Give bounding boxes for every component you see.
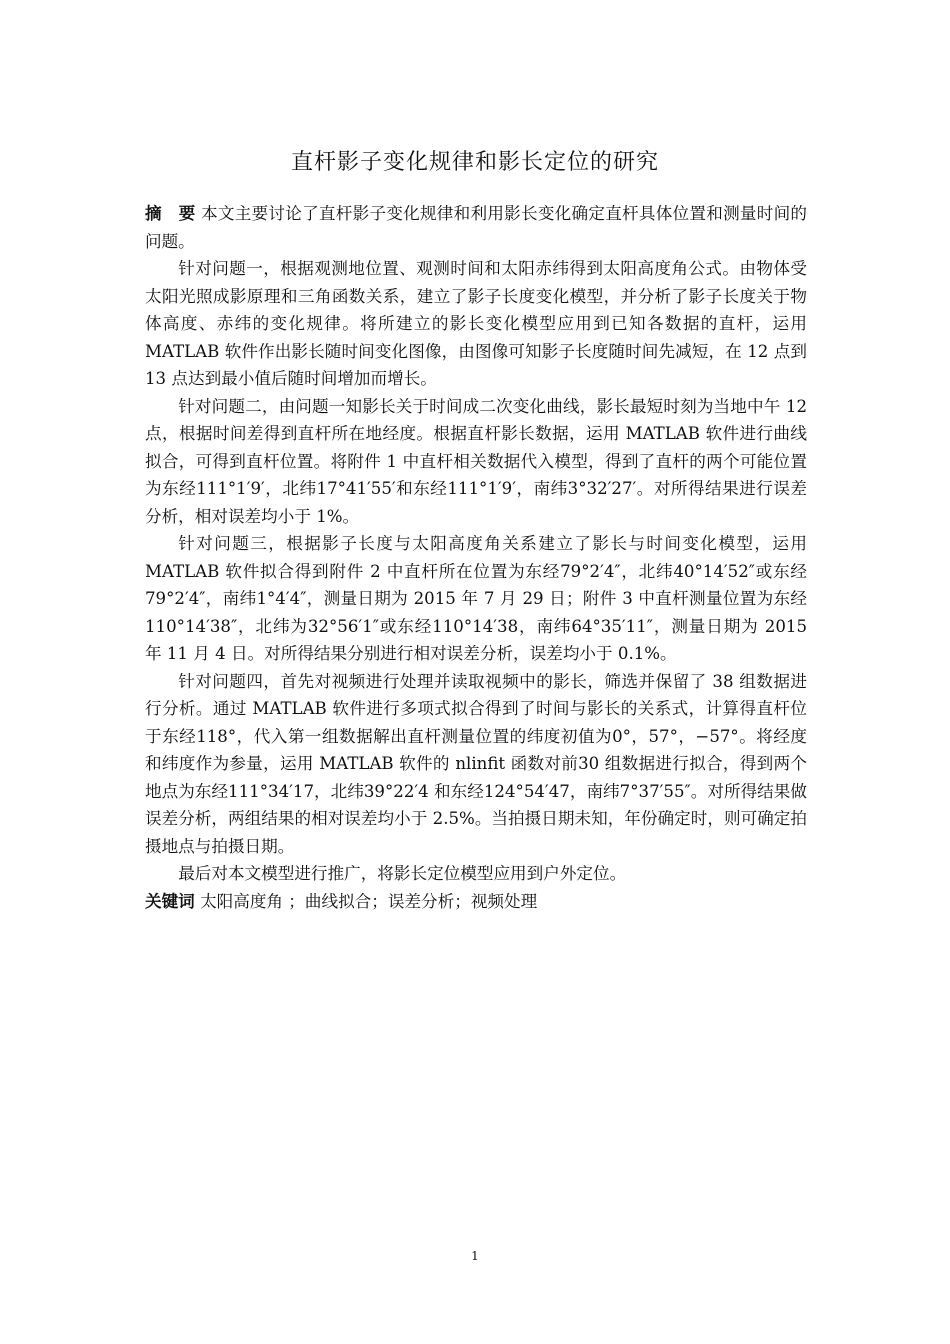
keywords-line — [145, 888, 807, 916]
abstract-section — [145, 200, 807, 915]
abstract-paragraph-q4: 针对问题四，首先对视频进行处理并读取视频中的影长，筛选并保留了 38 组数据进行分析。通过 MATLAB 软件进行多项式拟合得到了时间与影长的关系式，计算得直杆位于东经118°，代入第一组数据解出直杆测量位置的纬度初值为0°，57°，−57°。将经度和纬度作为参量，运用 MATLAB 软件的 nlinfit 函数对前30 组数据进行拟合，得到两个地点为东经111°34′17，北纬39°22′4 和东经124°54′47，南纬7°37′55″。对所得结果做误差分析，两组结果的相对误差均小于 2.5%。当拍摄日期未知，年份确定时，则可确定拍摄地点与拍摄日期。 — [145, 671, 807, 856]
keywords-label: 关键词 — [145, 891, 195, 911]
page-number: 1 — [471, 1249, 479, 1263]
keywords-text: 太阳高度角 ；曲线拟合；误差分析；视频处理 — [200, 891, 538, 911]
abstract-paragraph-intro — [145, 200, 807, 255]
abstract-paragraph-q2: 针对问题二，由问题一知影长关于时间成二次变化曲线，影长最短时刻为当地中午 12 点，根据时间差得到直杆所在地经度。根据直杆影长数据，运用 MATLAB 软件进行曲线拟合，可得到直杆位置。将附件 1 中直杆相关数据代入模型，得到了直杆的两个可能位置为东经111°1′9′，北纬17°41′55′和东经111°1′9′，南纬3°32′27′。对所得结果进行误差分析，相对误差均小于 1%。 — [145, 396, 807, 526]
paper-title: 直杆影子变化规律和影长定位的研究 — [290, 150, 659, 175]
abstract-paragraph-conclusion: 最后对本文模型进行推广，将影长定位模型应用到户外定位。 — [178, 864, 627, 883]
abstract-paragraph-q1: 针对问题一，根据观测地位置、观测时间和太阳赤纬得到太阳高度角公式。由物体受太阳光照成影原理和三角函数关系，建立了影子长度变化模型，并分析了影子长度关于物体高度、赤纬的变化规律。将所建立的影长变化模型应用到已知各数据的直杆，运用 MATLAB 软件作出影长随时间变化图像，由图像可知影子长度随时间先减短，在 12 点到 13 点达到最小值后随时间增加而增长。 — [145, 259, 807, 388]
abstract-label: 摘 要 — [145, 204, 196, 223]
abstract-paragraph-q3: 针对问题三，根据影子长度与太阳高度角关系建立了影长与时间变化模型，运用 MATLAB 软件拟合得到附件 2 中直杆所在位置为东经79°2′4″，北纬40°14′52″或东经79°2′4″，南纬1°4′4″，测量日期为 2015 年 7 月 29 日；附件 3 中直杆测量位置为东经110°14′38″，北纬为32°56′1″或东经110°14′38，南纬64°35′11″，测量日期为 2015 年 11 月 4 日。对所得结果分别进行相对误差分析，误差均小于 0.1%。 — [145, 534, 807, 663]
abstract-intro-text: 本文主要讨论了直杆影子变化规律和利用影长变化确定直杆具体位置和测量时间的问题。 — [145, 204, 808, 251]
